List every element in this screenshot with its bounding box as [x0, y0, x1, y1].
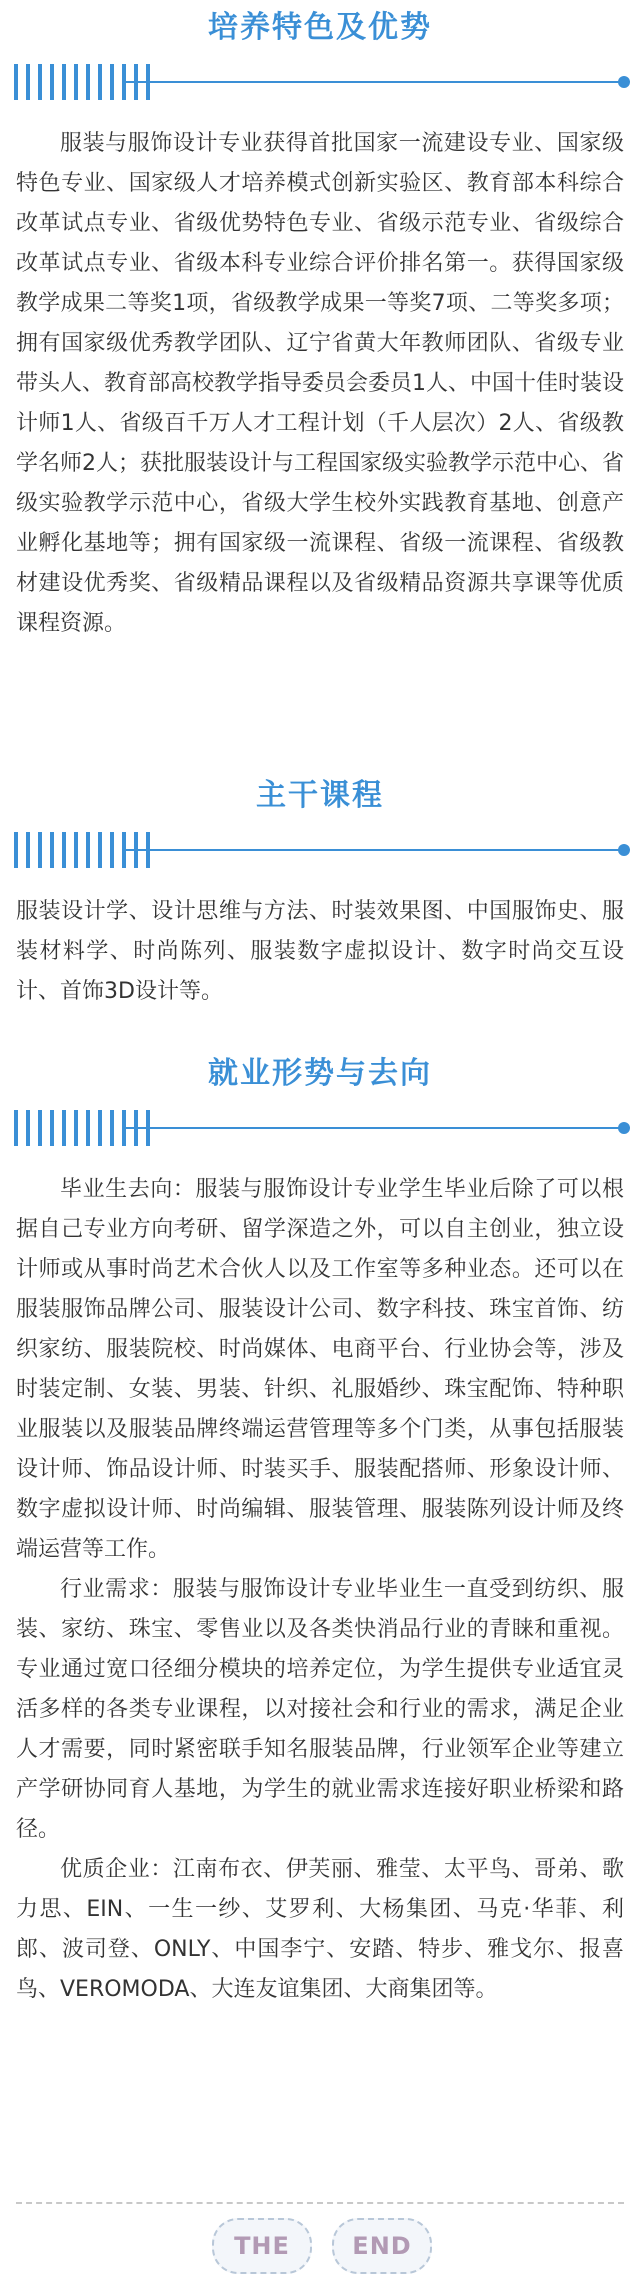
divider-dot-icon — [618, 1122, 630, 1134]
divider-line — [122, 81, 624, 83]
divider-line — [122, 1127, 624, 1129]
body-paragraph: 行业需求：服装与服饰设计专业毕业生一直受到纺织、服装、家纺、珠宝、零售业以及各类快消品行业的青睐和重视。专业通过宽口径细分模块的培养定位，为学生提供专业适宜灵活多样的各类专业课程，以对接社会和行业的需求，满足企业人才需要，同时紧密联手知名服装品牌，行业领军企业等建立产学研协同育人基地，为学生的就业需求连接好职业桥梁和路径。 — [16, 1577, 624, 1842]
body-paragraph: 服装设计学、设计思维与方法、时装效果图、中国服饰史、服装材料学、时尚陈列、服装数字虚拟设计、数字时尚交互设计、首饰3D设计等。 — [16, 899, 624, 1004]
section-divider — [0, 832, 640, 868]
divider-line — [122, 849, 624, 851]
body-paragraph: 优质企业：江南布衣、伊芙丽、雅莹、太平鸟、哥弟、歌力思、EIN、一生一纱、艾罗利、大杨集团、马克·华菲、利郎、波司登、ONLY、中国李宁、安踏、特步、雅戈尔、报喜鸟、VEROMODA、大连友谊集团、大商集团等。 — [16, 1857, 624, 2002]
section-divider — [0, 1110, 640, 1146]
section-title: 培养特色及优势 — [208, 10, 432, 45]
section-title: 就业形势与去向 — [208, 1056, 432, 1091]
section-title: 主干课程 — [256, 778, 384, 813]
section-core-courses — [0, 776, 640, 1012]
divider-dot-icon — [618, 844, 630, 856]
footer-the-end — [0, 2190, 640, 2290]
divider-dot-icon — [618, 76, 630, 88]
section-body — [16, 892, 624, 1012]
footer-dashed-divider — [16, 2202, 624, 2204]
section-divider — [0, 64, 640, 100]
end-badge: END — [332, 2218, 432, 2274]
body-paragraph: 毕业生去向：服装与服饰设计专业学生毕业后除了可以根据自己专业方向考研、留学深造之外，可以自主创业，独立设计师或从事时尚艺术合伙人以及工作室等多种业态。还可以在服装服饰品牌公司、服装设计公司、数字科技、珠宝首饰、纺织家纺、服装院校、时尚媒体、电商平台、行业协会等，涉及时装定制、女装、男装、针织、礼服婚纱、珠宝配饰、特种职业服装以及服装品牌终端运营管理等多个门类，从事包括服装设计师、饰品设计师、时装买手、服装配搭师、形象设计师、数字虚拟设计师、时尚编辑、服装管理、服装陈列设计师及终端运营等工作。 — [16, 1177, 624, 1562]
the-badge: THE — [212, 2218, 312, 2274]
section-training-features — [0, 8, 640, 644]
section-body — [16, 1170, 624, 2010]
section-body — [16, 124, 624, 644]
section-employment — [0, 1054, 640, 2010]
body-paragraph: 服装与服饰设计专业获得首批国家一流建设专业、国家级特色专业、国家级人才培养模式创新实验区、教育部本科综合改革试点专业、省级优势特色专业、省级示范专业、省级综合改革试点专业、省级本科专业综合评价排名第一。获得国家级教学成果二等奖1项，省级教学成果一等奖7项、二等奖多项；拥有国家级优秀教学团队、辽宁省黄大年教师团队、省级专业带头人、教育部高校教学指导委员会委员1人、中国十佳时装设计师1人、省级百千万人才工程计划（千人层次）2人、省级教学名师2人；获批服装设计与工程国家级实验教学示范中心、省级实验教学示范中心，省级大学生校外实践教育基地、创意产业孵化基地等；拥有国家级一流课程、省级一流课程、省级教材建设优秀奖、省级精品课程以及省级精品资源共享课等优质课程资源。 — [16, 131, 624, 636]
